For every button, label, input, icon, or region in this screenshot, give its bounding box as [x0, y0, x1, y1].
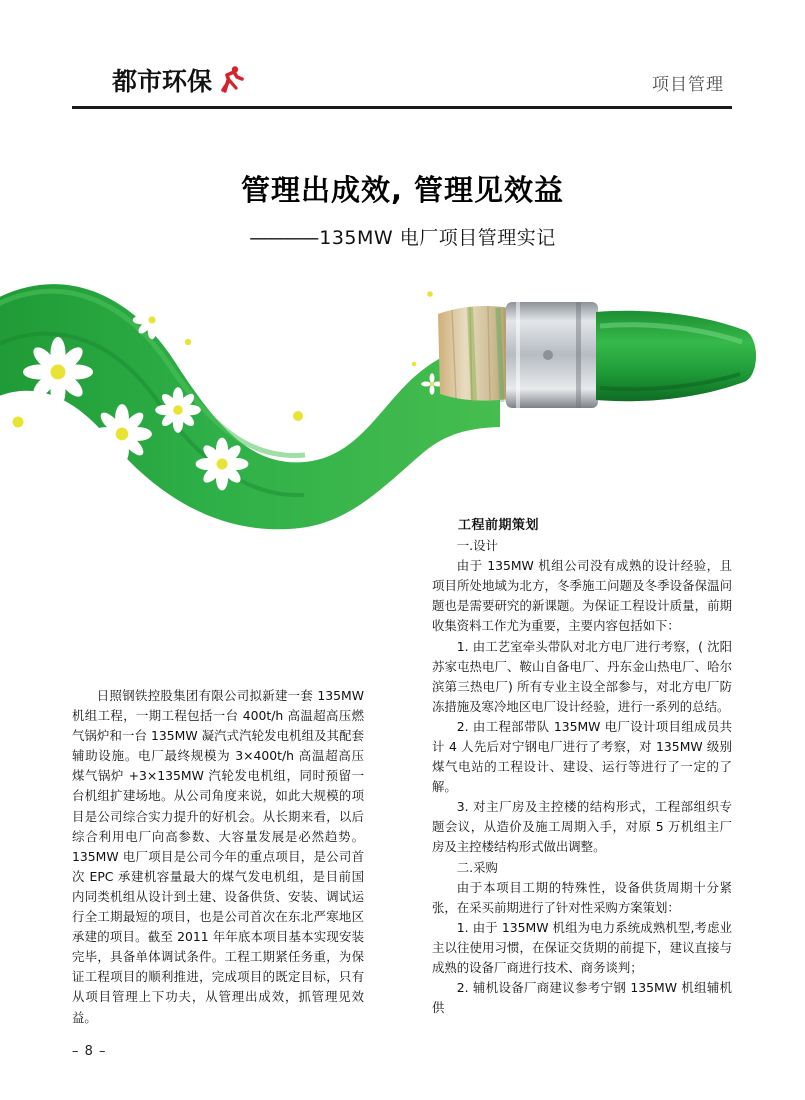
title-block: [0, 168, 805, 250]
brand-logo-text: 都市环保: [112, 67, 213, 96]
page-title: 管理出成效, 管理见效益: [240, 173, 565, 207]
header-divider: [72, 106, 732, 109]
left-paragraph: 日照钢铁控股集团有限公司拟新建一套 135MW 机组工程，一期工程包括一台 400t/h 高温超高压燃气锅炉和一台 135MW 凝汽式汽轮发电机组及其配套辅助设施。电厂最终规模为 3×400t/h 高温超高压 煤气锅炉 +3×135MW 汽轮发电机组，同时预留一台机组扩建场地。从公司角度来说，如此大规模的项目是公司综合实力提升的好机会。从长期来看，以后综合利用电厂向高参数、大容量发展是必然趋势。135MW 电厂项目是公司今年的重点项目，是公司首次 EPC 承建机容量最大的煤气发电机组，是目前国内同类机组从设计到土建、设备供货、安装、调试运行全工期最短的项目，也是公司首次在东北严寒地区承建的项目。截至 2011 年年底本项目基本实现安装完毕，具备单体调试条件。工程工期紧任务重，为保证工程项目的顺利推进，完成项目的既定目标，只有从项目管理上下功夫，从管理出成效，抓管理见效益。: [72, 688, 364, 1025]
right-paragraph: 1. 由于 135MW 机组为电力系统成熟机型,考虑业主以往使用习惯，在保证交货期的前提下，建议直接与成熟的设备厂商进行技术、商务谈判；: [432, 919, 732, 976]
right-paragraph: 由于 135MW 机组公司没有成熟的设计经验，且项目所处地域为北方，冬季施工问题及冬季设备保温问题也是需要研究的新课题。为保证工程设计质量，前期收集资料工作尤为重要，主要内容包括如下：: [432, 558, 732, 634]
subsection-heading-procurement: 二.采购: [456, 859, 498, 875]
right-text-column: [432, 515, 732, 1018]
page-header: [72, 62, 732, 108]
section-heading: 工程前期策划: [458, 518, 540, 533]
left-text-column: [72, 686, 364, 1028]
subtitle-dash: ————: [249, 227, 318, 249]
right-paragraph: 1. 由工艺室牵头带队对北方电厂进行考察，( 沈阳苏家屯热电厂、鞍山自备电厂、丹东金山热电厂、哈尔滨第三热电厂) 所有专业主设全部参与，对北方电厂防冻措施及寒冷地区电厂设计经验，进行一系列的总结。: [432, 638, 732, 714]
right-paragraph: 2. 辅机设备厂商建议参考宁钢 135MW 机组辅机供: [432, 980, 732, 1016]
header-section-label: 项目管理: [652, 75, 724, 95]
page-number: – 8 –: [72, 1044, 107, 1059]
right-paragraph: 2. 由工程部带队 135MW 电厂设计项目组成员共计 4 人先后对宁钢电厂进行了考察，对 135MW 级别煤气电站的工程设计、建设、运行等进行了一定的了解。: [432, 718, 732, 795]
running-figure-mark-icon: [215, 64, 245, 94]
right-paragraph: 由于本项目工期的特殊性，设备供货周期十分紧张，在采买前期进行了针对性采购方案策划：: [432, 879, 732, 915]
right-paragraph: 3. 对主厂房及主控楼的结构形式，工程部组织专题会议，从造价及施工周期入手，对原 5 万机组主厂房及主控楼结构形式做出调整。: [432, 799, 732, 855]
brand-logo: [112, 64, 245, 94]
subtitle-text: 135MW 电厂项目管理实记: [319, 227, 556, 249]
subsection-heading-design: 一.设计: [456, 538, 498, 554]
page-subtitle: [0, 223, 805, 250]
